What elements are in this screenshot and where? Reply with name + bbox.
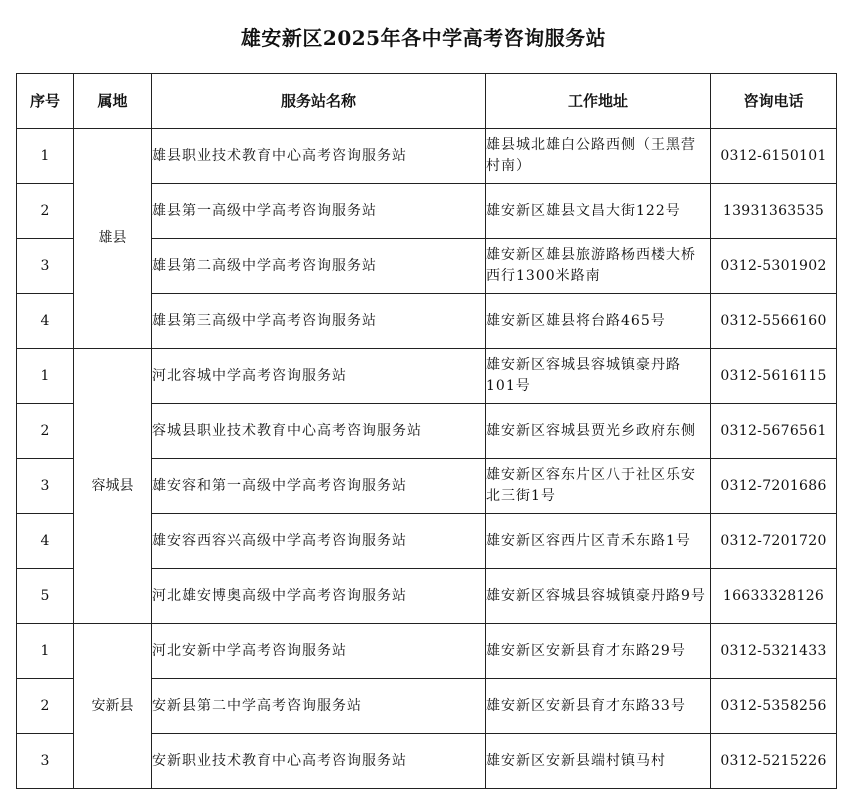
region-cell-anxin: 安新县 — [74, 624, 152, 789]
station-phone: 0312-7201686 — [711, 459, 837, 514]
station-name: 河北容城中学高考咨询服务站 — [152, 349, 486, 404]
station-name: 雄安容和第一高级中学高考咨询服务站 — [152, 459, 486, 514]
station-name: 河北安新中学高考咨询服务站 — [152, 624, 486, 679]
station-address: 雄安新区容城县贾光乡政府东侧 — [486, 404, 711, 459]
station-phone: 0312-5358256 — [711, 679, 837, 734]
row-seq: 1 — [17, 129, 74, 184]
station-address: 雄安新区雄县文昌大街122号 — [486, 184, 711, 239]
station-phone: 0312-5616115 — [711, 349, 837, 404]
station-address: 雄安新区容城县容城镇豪丹路9号 — [486, 569, 711, 624]
station-name: 安新职业技术教育中心高考咨询服务站 — [152, 734, 486, 789]
row-seq: 3 — [17, 734, 74, 789]
station-name: 容城县职业技术教育中心高考咨询服务站 — [152, 404, 486, 459]
station-name: 雄县第二高级中学高考咨询服务站 — [152, 239, 486, 294]
station-address: 雄安新区雄县旅游路杨西楼大桥西行1300米路南 — [486, 239, 711, 294]
document-title: 雄安新区2025年各中学高考咨询服务站 — [240, 26, 607, 50]
row-seq: 3 — [17, 459, 74, 514]
station-address: 雄安新区安新县育才东路33号 — [486, 679, 711, 734]
header-seq: 序号 — [17, 74, 74, 129]
header-phone: 咨询电话 — [711, 74, 837, 129]
row-seq: 4 — [17, 294, 74, 349]
header-station-name: 服务站名称 — [152, 74, 486, 129]
row-seq: 2 — [17, 184, 74, 239]
station-name: 雄县第一高级中学高考咨询服务站 — [152, 184, 486, 239]
station-address: 雄安新区容城县容城镇豪丹路101号 — [486, 349, 711, 404]
row-seq: 2 — [17, 404, 74, 459]
station-phone: 0312-5676561 — [711, 404, 837, 459]
table-row — [17, 349, 837, 404]
station-phone: 0312-6150101 — [711, 129, 837, 184]
header-address: 工作地址 — [486, 74, 711, 129]
region-cell-xiongxian: 雄县 — [74, 129, 152, 349]
station-address: 雄安新区雄县将台路465号 — [486, 294, 711, 349]
station-phone: 16633328126 — [711, 569, 837, 624]
station-name: 河北雄安博奥高级中学高考咨询服务站 — [152, 569, 486, 624]
table-header-row — [17, 74, 837, 129]
station-address: 雄安新区容西片区青禾东路1号 — [486, 514, 711, 569]
station-address: 雄安新区安新县端村镇马村 — [486, 734, 711, 789]
row-seq: 1 — [17, 624, 74, 679]
station-name: 雄县职业技术教育中心高考咨询服务站 — [152, 129, 486, 184]
row-seq: 5 — [17, 569, 74, 624]
table-row — [17, 624, 837, 679]
consultation-station-table — [16, 73, 837, 789]
header-region: 属地 — [74, 74, 152, 129]
station-address: 雄安新区容东片区八于社区乐安北三街1号 — [486, 459, 711, 514]
station-phone: 0312-7201720 — [711, 514, 837, 569]
table-row — [17, 129, 837, 184]
station-phone: 0312-5301902 — [711, 239, 837, 294]
station-name: 雄县第三高级中学高考咨询服务站 — [152, 294, 486, 349]
station-address: 雄县城北雄白公路西侧（王黑营村南） — [486, 129, 711, 184]
station-phone: 0312-5566160 — [711, 294, 837, 349]
station-name: 雄安容西容兴高级中学高考咨询服务站 — [152, 514, 486, 569]
station-phone: 13931363535 — [711, 184, 837, 239]
station-phone: 0312-5215226 — [711, 734, 837, 789]
row-seq: 1 — [17, 349, 74, 404]
region-cell-rongcheng: 容城县 — [74, 349, 152, 624]
station-address: 雄安新区安新县育才东路29号 — [486, 624, 711, 679]
row-seq: 4 — [17, 514, 74, 569]
station-name: 安新县第二中学高考咨询服务站 — [152, 679, 486, 734]
station-phone: 0312-5321433 — [711, 624, 837, 679]
row-seq: 2 — [17, 679, 74, 734]
row-seq: 3 — [17, 239, 74, 294]
